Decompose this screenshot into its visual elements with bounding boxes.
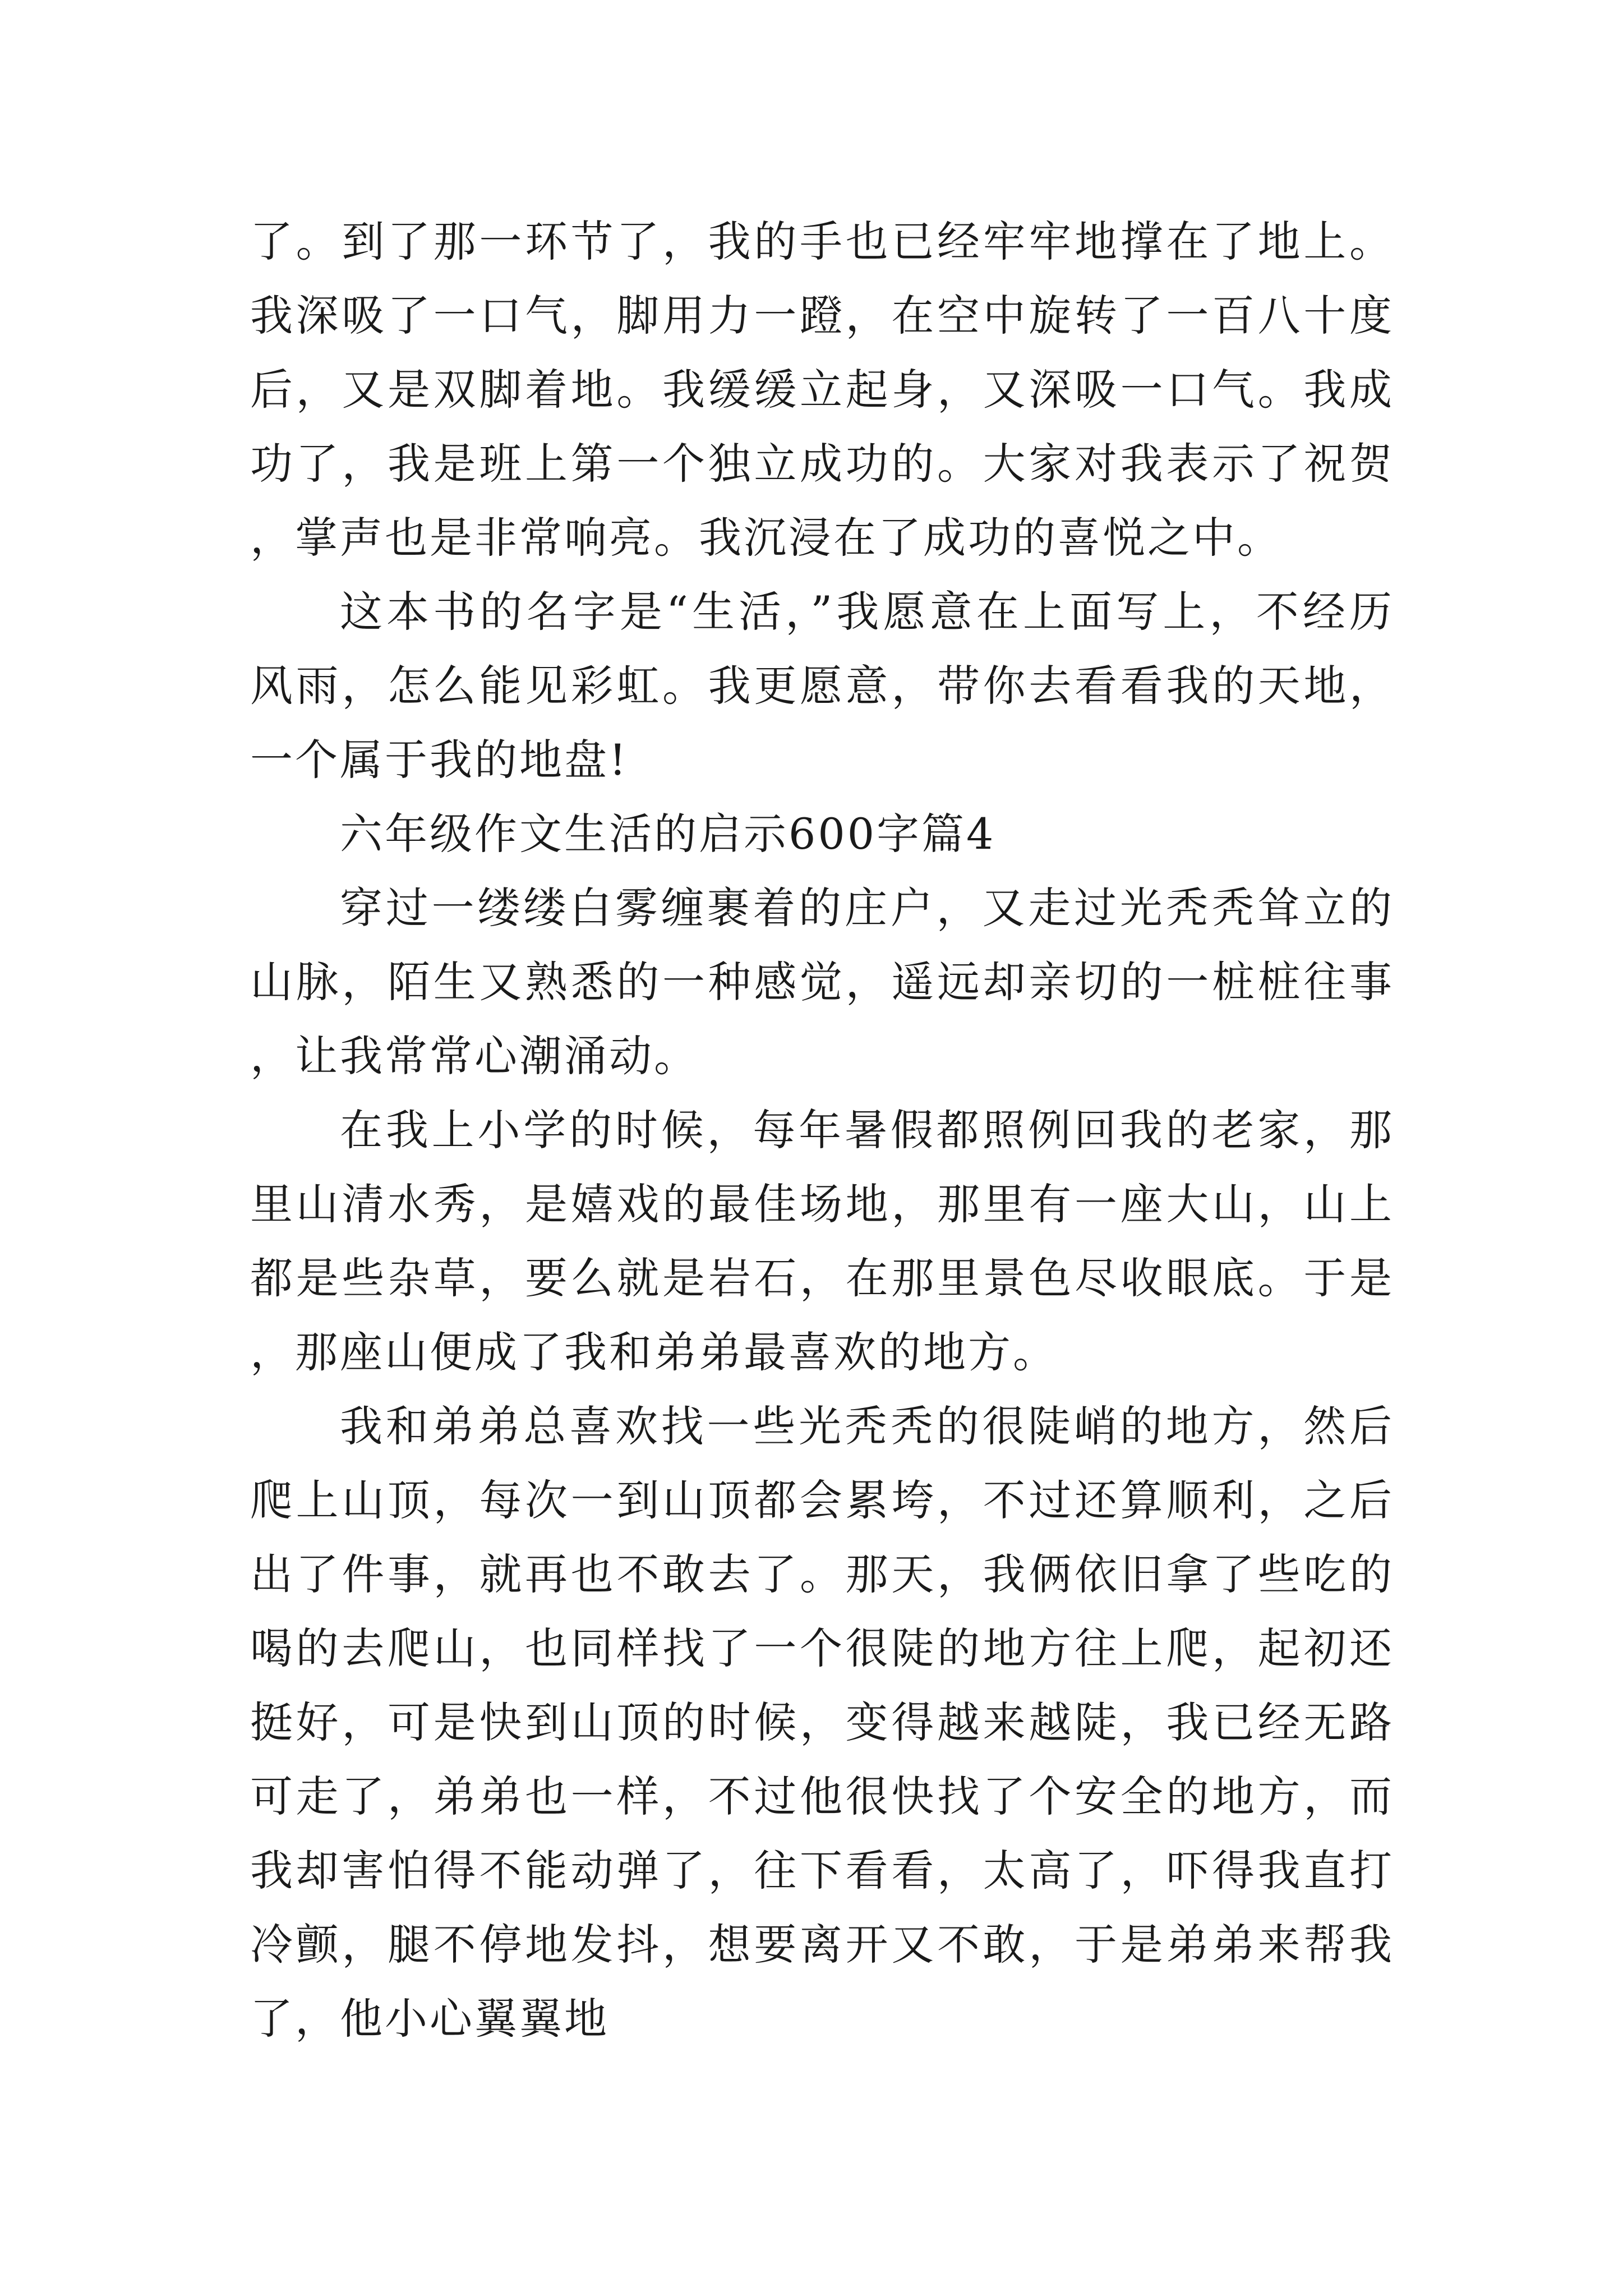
paragraph-hometown-intro: 穿过一缕缕白雾缠裹着的庄户，又走过光秃秃耸立的山脉，陌生又熟悉的一种感觉，遥远却亲切的一桩桩往事，让我常常心潮涌动。 bbox=[250, 883, 1394, 1081]
essay-body bbox=[250, 205, 1394, 2056]
essay-title: 六年级作文生活的启示600字篇4 bbox=[340, 809, 996, 859]
paragraph-summer-mountain: 在我上小学的时候，每年暑假都照例回我的老家，那里山清水秀，是嬉戏的最佳场地，那里有一座大山，山上都是些杂草，要么就是岩石，在那里景色尽收眼底。于是，那座山便成了我和弟弟最喜欢的地方。 bbox=[250, 1105, 1394, 1377]
paragraph-climbing-story: 我和弟弟总喜欢找一些光秃秃的很陡峭的地方，然后爬上山顶，每次一到山顶都会累垮，不过还算顺利，之后出了件事，就再也不敢去了。那天，我俩依旧拿了些吃的喝的去爬山，也同样找了一个很陡的地方往上爬，起初还挺好，可是快到山顶的时候，变得越来越陡，我已经无路可走了，弟弟也一样，不过他很快找了个安全的地方，而我却害怕得不能动弹了，往下看看，太高了，吓得我直打冷颤，腿不停地发抖，想要离开又不敢，于是弟弟来帮我了，他小心翼翼地 bbox=[250, 1401, 1394, 2044]
paragraph-book-of-life: 这本书的名字是“生活，”我愿意在上面写上，不经历风雨，怎么能见彩虹。我更愿意，带你去看看我的天地，一个属于我的地盘! bbox=[250, 587, 1394, 785]
paragraph-continuation: 了。到了那一环节了，我的手也已经牢牢地撑在了地上。我深吸了一口气，脚用力一蹬，在空中旋转了一百八十度后，又是双脚着地。我缓缓立起身，又深吸一口气。我成功了，我是班上第一个独立成功的。大家对我表示了祝贺，掌声也是非常响亮。我沉浸在了成功的喜悦之中。 bbox=[250, 217, 1394, 563]
